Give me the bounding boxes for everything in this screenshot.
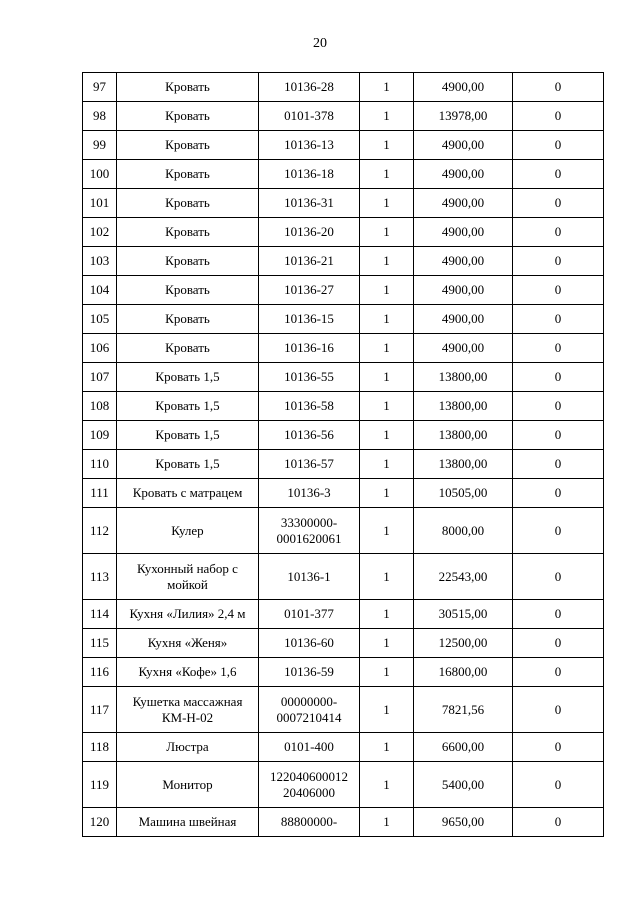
item-name-cell: Кровать 1,5 <box>117 421 259 450</box>
price-cell: 13800,00 <box>414 363 513 392</box>
price-cell: 12500,00 <box>414 629 513 658</box>
quantity-cell: 1 <box>360 218 414 247</box>
inventory-number-cell: 10136-31 <box>259 189 360 218</box>
row-index-cell: 101 <box>83 189 117 218</box>
quantity-cell: 1 <box>360 160 414 189</box>
residual-value-cell: 0 <box>513 554 604 600</box>
row-index-cell: 107 <box>83 363 117 392</box>
inventory-number-cell: 10136-55 <box>259 363 360 392</box>
row-index-cell: 113 <box>83 554 117 600</box>
item-name-cell: Кровать <box>117 160 259 189</box>
row-index-cell: 103 <box>83 247 117 276</box>
residual-value-cell: 0 <box>513 629 604 658</box>
price-cell: 4900,00 <box>414 305 513 334</box>
inventory-number-cell: 10136-3 <box>259 479 360 508</box>
item-name-cell: Кровать <box>117 102 259 131</box>
quantity-cell: 1 <box>360 421 414 450</box>
residual-value-cell: 0 <box>513 189 604 218</box>
inventory-number-cell: 10136-28 <box>259 73 360 102</box>
inventory-number-cell: 10136-16 <box>259 334 360 363</box>
quantity-cell: 1 <box>360 73 414 102</box>
quantity-cell: 1 <box>360 392 414 421</box>
quantity-cell: 1 <box>360 247 414 276</box>
residual-value-cell: 0 <box>513 687 604 733</box>
price-cell: 13978,00 <box>414 102 513 131</box>
residual-value-cell: 0 <box>513 102 604 131</box>
inventory-number-cell: 122040600012 20406000 <box>259 762 360 808</box>
table-row <box>83 392 604 421</box>
quantity-cell: 1 <box>360 276 414 305</box>
price-cell: 5400,00 <box>414 762 513 808</box>
table-row <box>83 276 604 305</box>
residual-value-cell: 0 <box>513 733 604 762</box>
inventory-table-body <box>83 73 604 837</box>
quantity-cell: 1 <box>360 658 414 687</box>
residual-value-cell: 0 <box>513 276 604 305</box>
price-cell: 10505,00 <box>414 479 513 508</box>
inventory-number-cell: 10136-56 <box>259 421 360 450</box>
item-name-cell: Кровать 1,5 <box>117 450 259 479</box>
price-cell: 13800,00 <box>414 450 513 479</box>
inventory-number-cell: 10136-57 <box>259 450 360 479</box>
inventory-number-cell: 0101-378 <box>259 102 360 131</box>
residual-value-cell: 0 <box>513 450 604 479</box>
row-index-cell: 105 <box>83 305 117 334</box>
price-cell: 8000,00 <box>414 508 513 554</box>
residual-value-cell: 0 <box>513 305 604 334</box>
row-index-cell: 97 <box>83 73 117 102</box>
residual-value-cell: 0 <box>513 479 604 508</box>
quantity-cell: 1 <box>360 131 414 160</box>
residual-value-cell: 0 <box>513 218 604 247</box>
item-name-cell: Машина швейная <box>117 808 259 837</box>
item-name-cell: Кровать 1,5 <box>117 363 259 392</box>
residual-value-cell: 0 <box>513 421 604 450</box>
page-number: 20 <box>313 36 327 51</box>
item-name-cell: Кухня «Кофе» 1,6 <box>117 658 259 687</box>
item-name-cell: Кровать <box>117 276 259 305</box>
row-index-cell: 118 <box>83 733 117 762</box>
price-cell: 9650,00 <box>414 808 513 837</box>
price-cell: 4900,00 <box>414 160 513 189</box>
item-name-cell: Люстра <box>117 733 259 762</box>
item-name-cell: Кровать <box>117 334 259 363</box>
residual-value-cell: 0 <box>513 808 604 837</box>
row-index-cell: 111 <box>83 479 117 508</box>
item-name-cell: Кровать <box>117 305 259 334</box>
residual-value-cell: 0 <box>513 600 604 629</box>
inventory-number-cell: 10136-27 <box>259 276 360 305</box>
quantity-cell: 1 <box>360 508 414 554</box>
quantity-cell: 1 <box>360 334 414 363</box>
table-row <box>83 334 604 363</box>
inventory-number-cell: 0101-377 <box>259 600 360 629</box>
row-index-cell: 104 <box>83 276 117 305</box>
row-index-cell: 110 <box>83 450 117 479</box>
quantity-cell: 1 <box>360 102 414 131</box>
row-index-cell: 106 <box>83 334 117 363</box>
item-name-cell: Кровать <box>117 131 259 160</box>
price-cell: 4900,00 <box>414 218 513 247</box>
table-row <box>83 762 604 808</box>
table-row <box>83 508 604 554</box>
inventory-number-cell: 10136-58 <box>259 392 360 421</box>
table-row <box>83 363 604 392</box>
residual-value-cell: 0 <box>513 762 604 808</box>
table-row <box>83 160 604 189</box>
inventory-number-cell: 0101-400 <box>259 733 360 762</box>
row-index-cell: 115 <box>83 629 117 658</box>
table-row <box>83 600 604 629</box>
inventory-number-cell: 10136-1 <box>259 554 360 600</box>
residual-value-cell: 0 <box>513 658 604 687</box>
price-cell: 22543,00 <box>414 554 513 600</box>
row-index-cell: 119 <box>83 762 117 808</box>
table-row <box>83 102 604 131</box>
row-index-cell: 116 <box>83 658 117 687</box>
row-index-cell: 102 <box>83 218 117 247</box>
inventory-table <box>82 72 604 837</box>
row-index-cell: 114 <box>83 600 117 629</box>
inventory-number-cell: 10136-21 <box>259 247 360 276</box>
price-cell: 16800,00 <box>414 658 513 687</box>
quantity-cell: 1 <box>360 762 414 808</box>
inventory-number-cell: 88800000- <box>259 808 360 837</box>
item-name-cell: Монитор <box>117 762 259 808</box>
item-name-cell: Кулер <box>117 508 259 554</box>
price-cell: 4900,00 <box>414 189 513 218</box>
price-cell: 4900,00 <box>414 131 513 160</box>
row-index-cell: 100 <box>83 160 117 189</box>
table-row <box>83 73 604 102</box>
quantity-cell: 1 <box>360 479 414 508</box>
item-name-cell: Кровать <box>117 189 259 218</box>
row-index-cell: 109 <box>83 421 117 450</box>
row-index-cell: 99 <box>83 131 117 160</box>
quantity-cell: 1 <box>360 554 414 600</box>
quantity-cell: 1 <box>360 687 414 733</box>
residual-value-cell: 0 <box>513 247 604 276</box>
item-name-cell: Кухня «Женя» <box>117 629 259 658</box>
residual-value-cell: 0 <box>513 131 604 160</box>
inventory-number-cell: 10136-20 <box>259 218 360 247</box>
quantity-cell: 1 <box>360 305 414 334</box>
item-name-cell: Кухонный набор с мойкой <box>117 554 259 600</box>
quantity-cell: 1 <box>360 808 414 837</box>
quantity-cell: 1 <box>360 733 414 762</box>
table-row <box>83 554 604 600</box>
price-cell: 13800,00 <box>414 392 513 421</box>
row-index-cell: 108 <box>83 392 117 421</box>
residual-value-cell: 0 <box>513 508 604 554</box>
table-row <box>83 189 604 218</box>
item-name-cell: Кровать <box>117 218 259 247</box>
residual-value-cell: 0 <box>513 363 604 392</box>
price-cell: 4900,00 <box>414 247 513 276</box>
residual-value-cell: 0 <box>513 73 604 102</box>
quantity-cell: 1 <box>360 629 414 658</box>
table-row <box>83 733 604 762</box>
quantity-cell: 1 <box>360 363 414 392</box>
table-row <box>83 305 604 334</box>
table-row <box>83 808 604 837</box>
price-cell: 30515,00 <box>414 600 513 629</box>
price-cell: 4900,00 <box>414 276 513 305</box>
table-row <box>83 629 604 658</box>
inventory-number-cell: 10136-59 <box>259 658 360 687</box>
price-cell: 13800,00 <box>414 421 513 450</box>
price-cell: 4900,00 <box>414 73 513 102</box>
residual-value-cell: 0 <box>513 392 604 421</box>
inventory-number-cell: 33300000- 0001620061 <box>259 508 360 554</box>
item-name-cell: Кушетка массажная КМ-Н-02 <box>117 687 259 733</box>
table-row <box>83 247 604 276</box>
inventory-number-cell: 00000000- 0007210414 <box>259 687 360 733</box>
item-name-cell: Кровать <box>117 247 259 276</box>
item-name-cell: Кровать 1,5 <box>117 392 259 421</box>
table-row <box>83 658 604 687</box>
item-name-cell: Кровать с матрацем <box>117 479 259 508</box>
table-row <box>83 218 604 247</box>
row-index-cell: 112 <box>83 508 117 554</box>
table-row <box>83 421 604 450</box>
row-index-cell: 120 <box>83 808 117 837</box>
item-name-cell: Кухня «Лилия» 2,4 м <box>117 600 259 629</box>
price-cell: 7821,56 <box>414 687 513 733</box>
price-cell: 6600,00 <box>414 733 513 762</box>
quantity-cell: 1 <box>360 450 414 479</box>
table-row <box>83 687 604 733</box>
quantity-cell: 1 <box>360 189 414 218</box>
price-cell: 4900,00 <box>414 334 513 363</box>
inventory-number-cell: 10136-15 <box>259 305 360 334</box>
inventory-number-cell: 10136-13 <box>259 131 360 160</box>
item-name-cell: Кровать <box>117 73 259 102</box>
table-row <box>83 131 604 160</box>
quantity-cell: 1 <box>360 600 414 629</box>
table-row <box>83 479 604 508</box>
inventory-number-cell: 10136-60 <box>259 629 360 658</box>
residual-value-cell: 0 <box>513 160 604 189</box>
row-index-cell: 117 <box>83 687 117 733</box>
table-row <box>83 450 604 479</box>
inventory-number-cell: 10136-18 <box>259 160 360 189</box>
row-index-cell: 98 <box>83 102 117 131</box>
residual-value-cell: 0 <box>513 334 604 363</box>
